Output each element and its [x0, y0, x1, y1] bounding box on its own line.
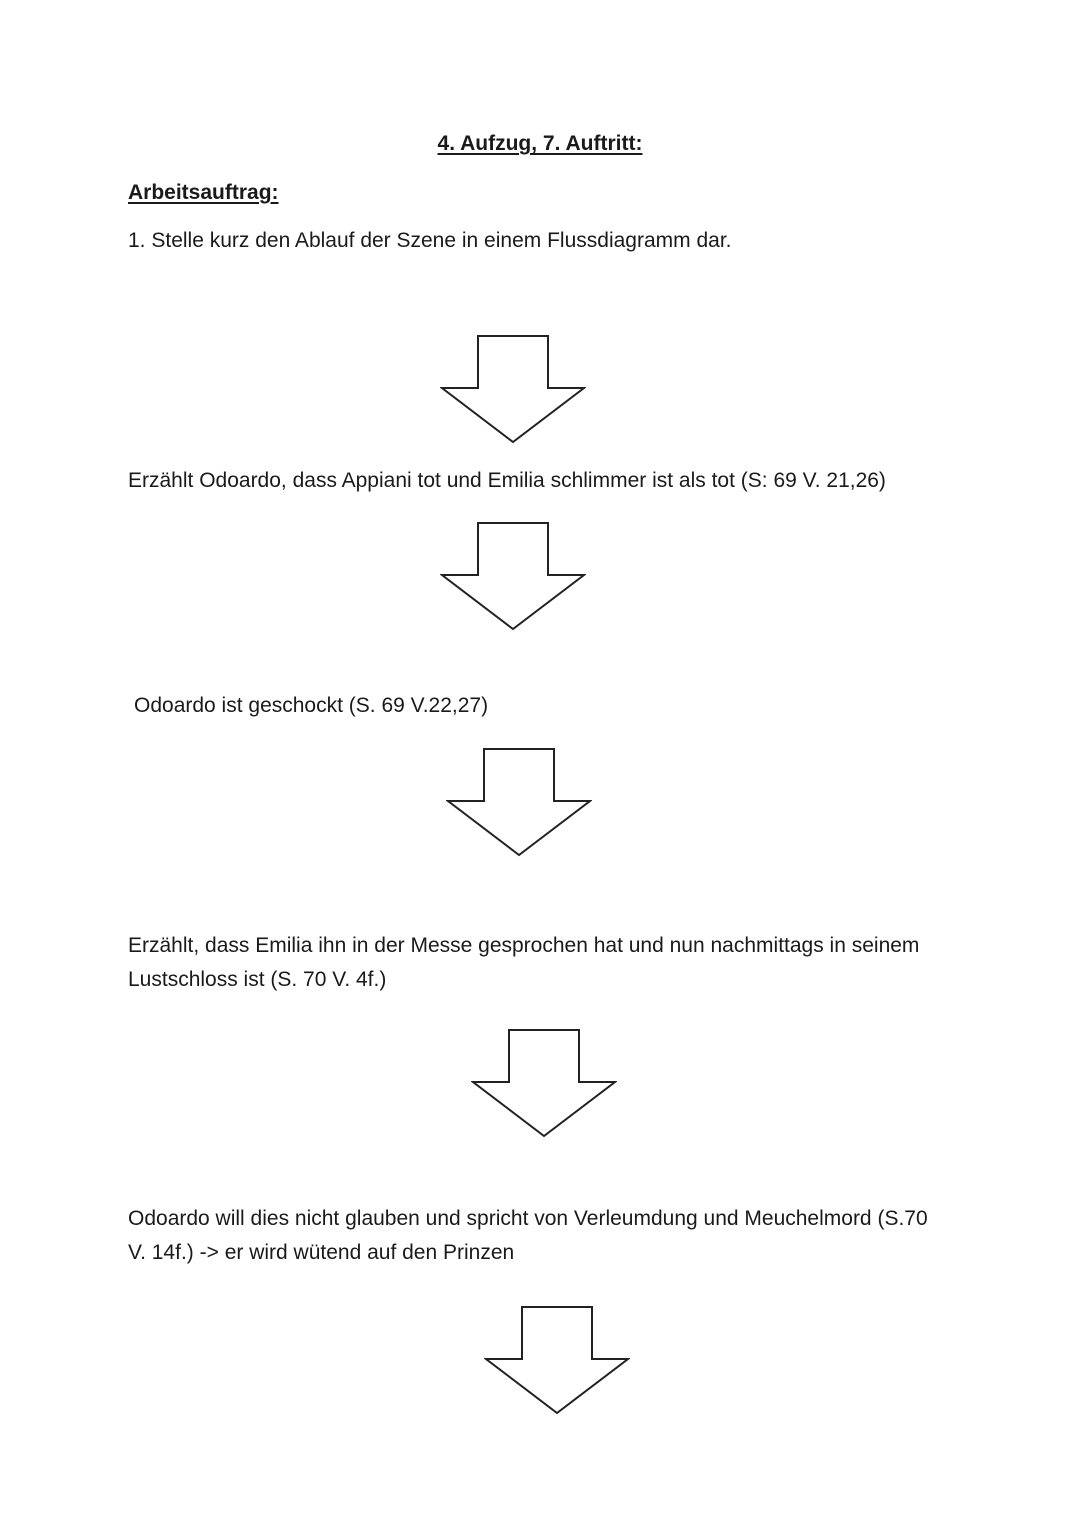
- flow-arrow-down-icon: [446, 747, 592, 857]
- arrow-down-icon: [440, 334, 586, 444]
- flow-arrow-down-icon: [484, 1305, 630, 1415]
- arrow-down-icon: [440, 521, 586, 631]
- arrow-down-icon: [446, 747, 592, 857]
- task-text: 1. Stelle kurz den Ablauf der Szene in einem Flussdiagramm dar.: [128, 229, 732, 252]
- flow-step-2: Odoardo ist geschockt (S. 69 V.22,27): [134, 694, 489, 717]
- arrow-down-icon: [484, 1305, 630, 1415]
- flow-arrow-down-icon: [471, 1028, 617, 1138]
- assignment-heading: Arbeitsauftrag:: [128, 181, 279, 204]
- arrow-down-icon: [471, 1028, 617, 1138]
- flow-step-3: Erzählt, dass Emilia ihn in der Messe gesprochen hat und nun nachmittags in seinem Lustschloss ist (S. 70 V. 4f.): [128, 934, 920, 991]
- flow-arrow-down-icon: [440, 521, 586, 631]
- flow-step-4: Odoardo will dies nicht glauben und spricht von Verleumdung und Meuchelmord (S.70 V. 14f.) -> er wird wütend auf den Prinzen: [128, 1207, 928, 1264]
- flow-arrow-down-icon: [440, 334, 586, 444]
- flow-step-1: Erzählt Odoardo, dass Appiani tot und Emilia schlimmer ist als tot (S: 69 V. 21,26): [128, 469, 886, 492]
- page-title: 4. Aufzug, 7. Auftritt:: [437, 132, 643, 155]
